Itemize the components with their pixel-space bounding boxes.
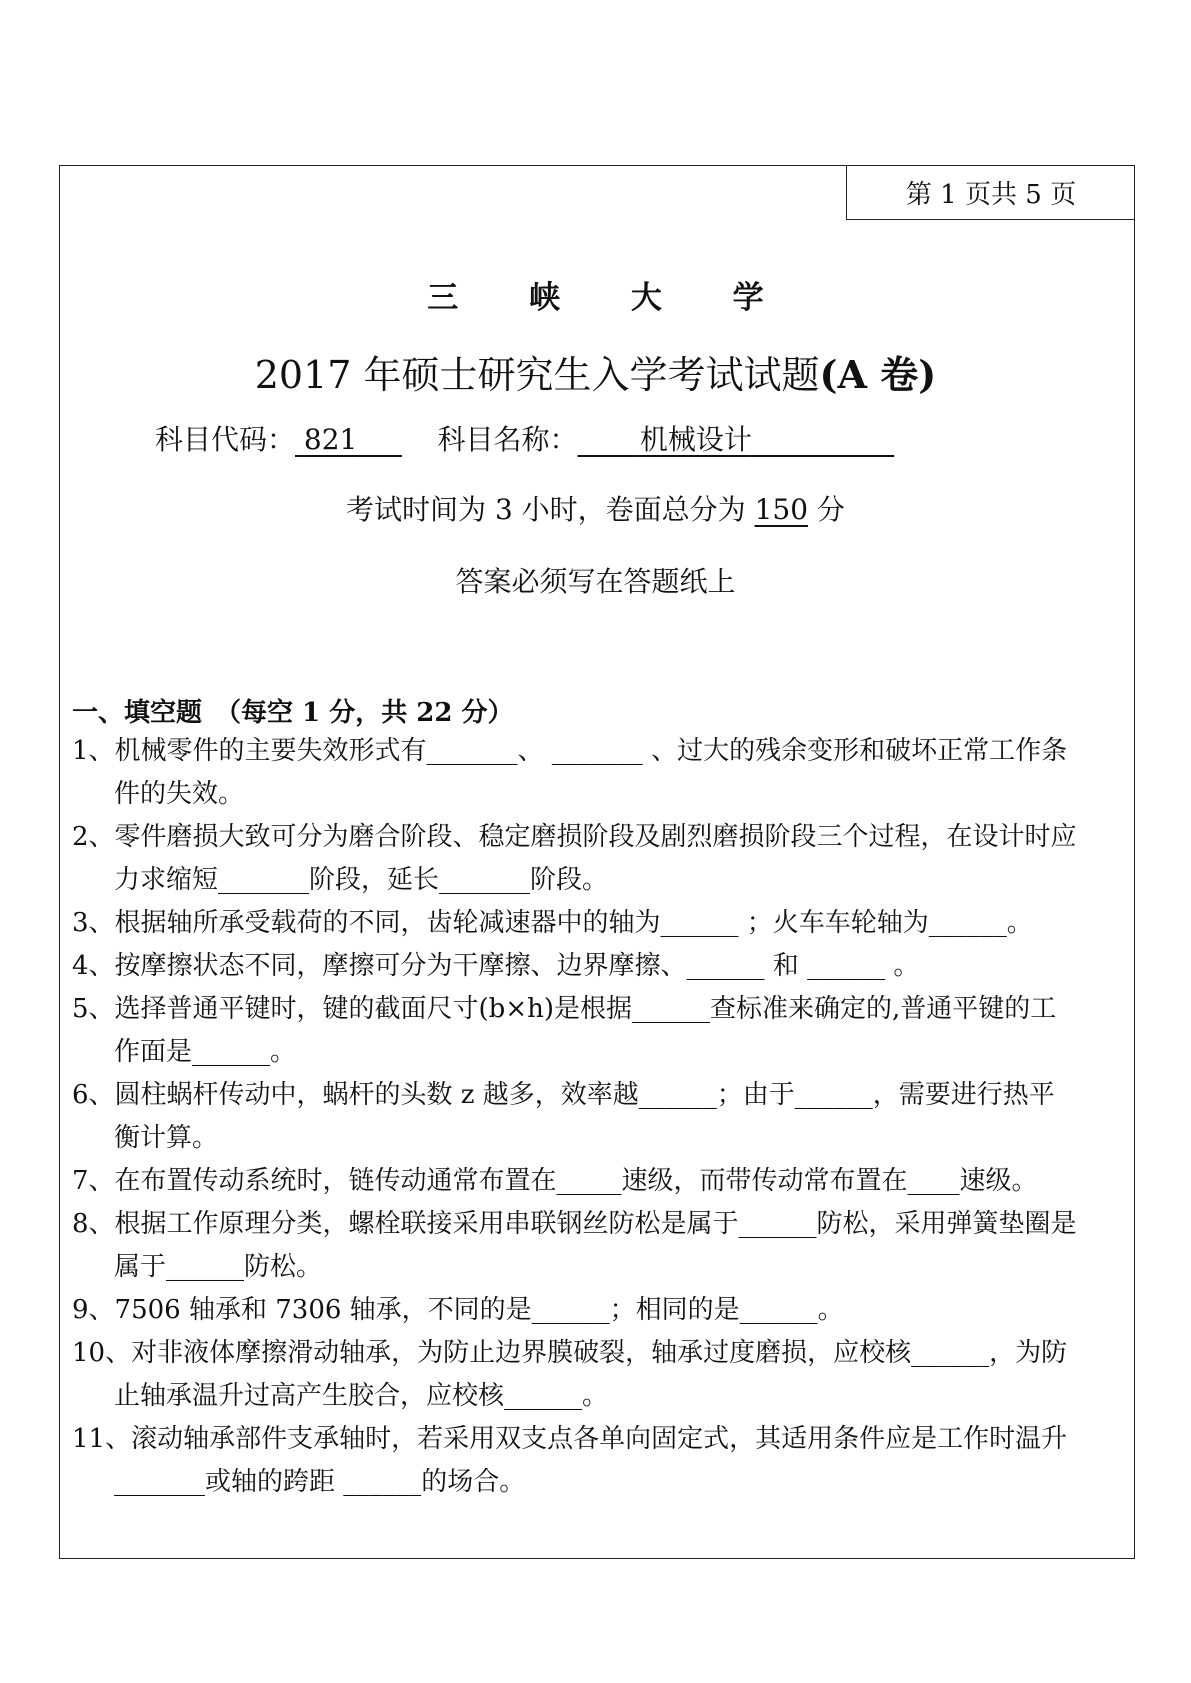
question-line: 4、按摩擦状态不同，摩擦可分为干摩擦、边界摩擦、______ 和 ______ 。	[72, 951, 920, 981]
subject-code: 821	[303, 423, 358, 456]
question-line: 属于______防松。	[114, 1252, 323, 1282]
question-item	[72, 945, 1124, 988]
question-line: 8、根据工作原理分类，螺栓联接采用串联钢丝防松是属于______防松，采用弹簧垫圈是	[72, 1209, 1077, 1239]
page-number: 第 1 页共 5 页	[905, 179, 1077, 210]
question-line: 3、根据轴所承受载荷的不同，齿轮减速器中的轴为______ ；火车车轮轴为______。	[72, 908, 1033, 938]
question-item	[72, 1160, 1124, 1203]
subject-name: 机械设计	[639, 423, 752, 456]
question-line: 5、选择普通平键时，键的截面尺寸(b×h)是根据______查标准来确定的,普通平键的工	[72, 994, 1057, 1024]
question-line: _______或轴的跨距 ______的场合。	[114, 1467, 526, 1497]
question-line: 6、圆柱蜗杆传动中，蜗杆的头数 z 越多，效率越______；由于______，需要进行热平	[72, 1080, 1055, 1110]
question-line: 2、零件磨损大致可分为磨合阶段、稳定磨损阶段及剧烈磨损阶段三个过程，在设计时应	[72, 822, 1077, 852]
subject-info	[155, 418, 894, 458]
question-item	[72, 730, 1124, 816]
question-list	[72, 730, 1124, 1504]
time-prefix: 考试时间为 3 小时，卷面总分为	[346, 493, 755, 526]
exam-title-main: 2017 年硕士研究生入学考试试题	[254, 353, 820, 397]
section-heading: 一、填空题 （每空 1 分，共 22 分）	[72, 698, 514, 728]
exam-title	[0, 344, 1191, 399]
question-line: 9、7506 轴承和 7306 轴承，不同的是______；相同的是______。	[72, 1295, 844, 1325]
exam-paper-label: (A 卷)	[819, 352, 937, 397]
question-line: 力求缩短_______阶段，延长_______阶段。	[114, 865, 609, 895]
question-item	[72, 1332, 1124, 1418]
question-item	[72, 1289, 1124, 1332]
question-line: 7、在布置传动系统时，链传动通常布置在_____速级，而带传动常布置在____速级。	[72, 1166, 1038, 1196]
question-line: 1、机械零件的主要失效形式有_______、 _______ 、过大的残余变形和破坏正常工作条	[72, 736, 1068, 766]
question-line: 止轴承温升过高产生胶合，应校核______。	[114, 1381, 609, 1411]
question-line: 作面是______。	[114, 1037, 297, 1067]
time-suffix: 分	[808, 493, 845, 526]
question-item	[72, 816, 1124, 902]
question-item	[72, 902, 1124, 945]
subject-name-label: 科目名称：	[437, 423, 578, 456]
question-item	[72, 988, 1124, 1074]
subject-code-label: 科目代码：	[155, 423, 296, 456]
school-name: 三 峡 大 学	[427, 280, 794, 316]
exam-time-info	[0, 488, 1191, 528]
question-line: 11、滚动轴承部件支承轴时，若采用双支点各单向固定式，其适用条件应是工作时温升	[72, 1424, 1068, 1454]
question-line: 衡计算。	[114, 1123, 219, 1153]
question-line: 10、对非液体摩擦滑动轴承，为防止边界膜破裂，轴承过度磨损，应校核______，为防	[72, 1338, 1068, 1368]
question-item	[72, 1203, 1124, 1289]
question-item	[72, 1074, 1124, 1160]
question-item	[72, 1418, 1124, 1504]
total-score: 150	[754, 493, 809, 526]
page-number-box	[846, 165, 1135, 220]
question-line: 件的失效。	[114, 779, 245, 809]
answer-note: 答案必须写在答题纸上	[455, 565, 736, 598]
